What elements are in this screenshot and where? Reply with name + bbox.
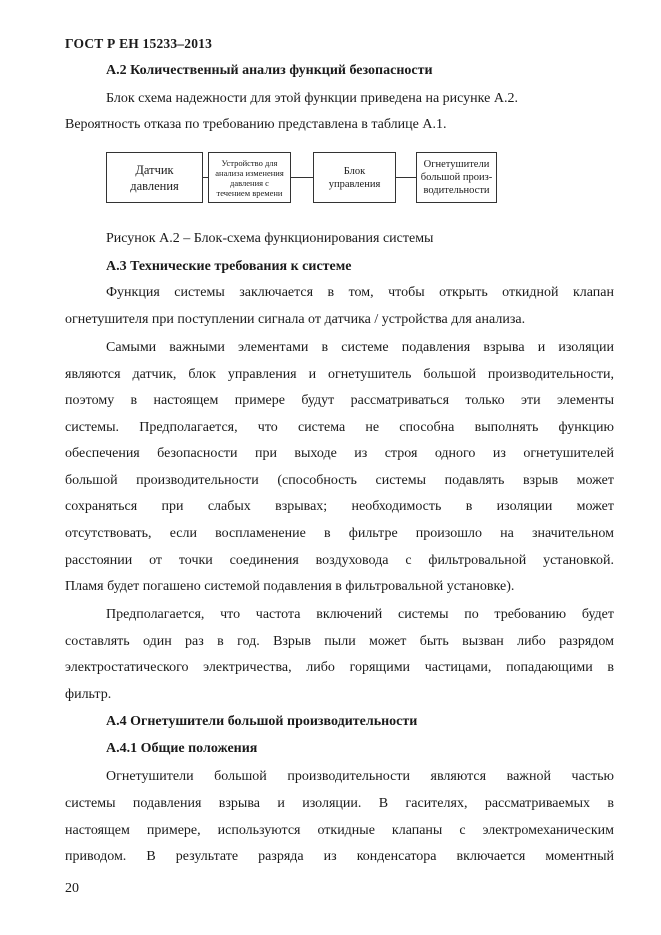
diagram-connector	[290, 177, 313, 178]
standard-header: ГОСТ Р ЕН 15233–2013	[65, 36, 213, 51]
section-a3-heading: А.3 Технические требования к системе	[106, 259, 352, 274]
paragraph-line: Пламя будет погашено системой подавления в фильтровальной установке).	[65, 579, 515, 594]
paragraph-line: настоящем примере, используются откидные клапаны с электромеханическим	[65, 823, 614, 838]
paragraph-line: фильтр.	[65, 687, 112, 702]
diagram-box-control-unit: Блок управления	[313, 152, 396, 203]
paragraph-line: большой производительности (способность системы подавлять взрыв может	[65, 473, 614, 488]
paragraph-line: поэтому в настоящем примере будут рассматриваться только эти элементы	[65, 393, 614, 408]
paragraph-line: Блок схема надежности для этой функции приведена на рисунке А.2.	[106, 91, 518, 106]
paragraph-line: системы подавления взрыва и изоляции. В гасителях, рассматриваемых в	[65, 796, 614, 811]
figure-caption: Рисунок А.2 – Блок-схема функционирования системы	[106, 231, 434, 246]
section-a4-heading: А.4 Огнетушители большой производительности	[106, 714, 418, 729]
section-a41-heading: А.4.1 Общие положения	[106, 741, 258, 756]
paragraph-line: обеспечения безопасности при выходе из строя одного из огнетушителей	[65, 446, 614, 461]
paragraph-line: Предполагается, что частота включений системы по требованию будет	[106, 607, 614, 622]
paragraph-line: расстоянии от точки соединения воздуховода с фильтровальной установкой.	[65, 553, 614, 568]
diagram-box-extinguishers: Огнетушители большой произ- водительности	[416, 152, 497, 203]
paragraph-line: системы. Предполагается, что система не способна выполнять функцию	[65, 420, 614, 435]
section-a2-heading: А.2 Количественный анализ функций безопасности	[106, 63, 433, 78]
paragraph-line: сохраняться при слабых взрывах; необходимость в изоляции может	[65, 499, 614, 514]
paragraph-line: Огнетушители большой производительности являются важной частью	[106, 769, 614, 784]
paragraph-line: Вероятность отказа по требованию представлена в таблице А.1.	[65, 117, 447, 132]
paragraph-line: Функция системы заключается в том, чтобы открыть откидной клапан	[106, 285, 614, 300]
paragraph-line: электростатического электричества, либо горящими частицами, попадающими в	[65, 660, 614, 675]
paragraph-line: составлять один раз в год. Взрыв пыли может быть вызван либо разрядом	[65, 634, 614, 649]
paragraph-line: приводом. В результате разряда из конденсатора включается моментный	[65, 849, 614, 864]
diagram-connector	[395, 177, 416, 178]
page-number: 20	[65, 881, 79, 896]
paragraph-line: Самыми важными элементами в системе подавления взрыва и изоляции	[106, 340, 614, 355]
paragraph-line: огнетушителя при поступлении сигнала от датчика / устройства для анализа.	[65, 312, 526, 327]
diagram-box-pressure-sensor: Датчик давления	[106, 152, 203, 203]
diagram-box-analysis-device: Устройство для анализа изменения давления с течением времени	[208, 152, 291, 203]
paragraph-line: являются датчик, блок управления и огнетушитель большой производительности,	[65, 367, 614, 382]
paragraph-line: отсутствовать, если воспламенение в фильтре произошло на значительном	[65, 526, 614, 541]
